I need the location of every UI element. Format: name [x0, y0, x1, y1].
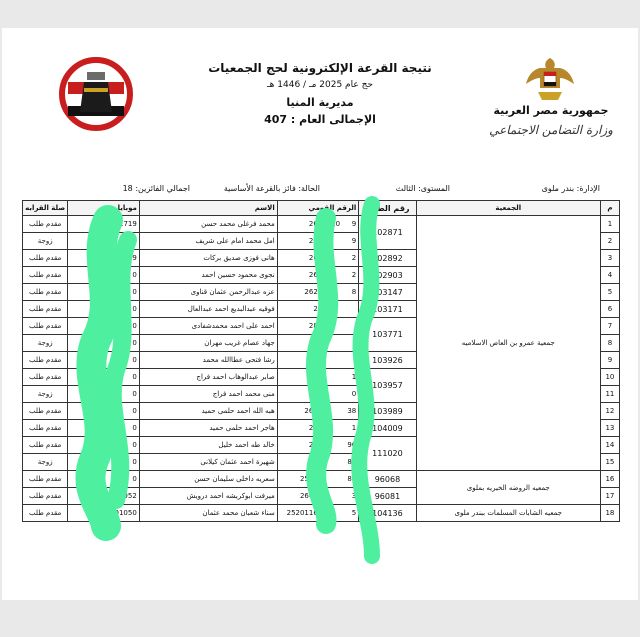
relation-cell: مقدم طلب	[23, 420, 68, 437]
row-number: 18	[600, 505, 619, 522]
national-id-fragment: 291	[308, 339, 323, 347]
national-id-fragment: 2520116	[286, 509, 318, 517]
table-header-row	[23, 201, 620, 216]
national-id-cell	[277, 335, 359, 352]
national-id-fragment: 262	[304, 288, 318, 296]
association-cell: جمعيه الشابات المسلمات ببندر ملوى	[416, 505, 600, 522]
national-id-cell	[277, 420, 359, 437]
name-cell: هانى فوزى صديق بركات	[139, 250, 277, 267]
relation-cell: مقدم طلب	[23, 301, 68, 318]
national-id-fragment: 283	[308, 322, 323, 330]
national-id-cell	[277, 505, 359, 522]
national-id-cell	[277, 267, 359, 284]
row-number: 17	[600, 488, 619, 505]
phone-fragment: 0	[132, 475, 137, 483]
national-id-fragment: 04010	[317, 220, 341, 228]
row-number: 4	[600, 267, 619, 284]
relation-cell: زوجة	[23, 386, 68, 403]
name-cell: ميرفت ابوكريشه احمد درويش	[139, 488, 277, 505]
national-id-fragment: 47	[313, 441, 323, 449]
phone-cell	[68, 301, 139, 318]
name-cell: امل محمد امام على شريف	[139, 233, 277, 250]
name-cell: فوقيه عبدالبديع احمد عبدالعال	[139, 301, 277, 318]
document-title: نتيجة القرعة الإلكترونية لحج الجمعيات	[208, 61, 432, 75]
name-cell: هاجر احمد حلمى حميد	[139, 420, 277, 437]
row-number: 5	[600, 284, 619, 301]
col-header-n: م	[600, 201, 619, 216]
phone-fragment: 0	[132, 356, 137, 364]
national-id-fragment: 3	[351, 492, 357, 500]
phone-fragment: 01	[114, 220, 124, 228]
request-number-cell: 103771	[359, 318, 416, 352]
phone-fragment: 0	[118, 237, 124, 245]
winners-total-label: اجمالي الفائزين: 18	[122, 184, 190, 193]
phone-cell	[68, 335, 139, 352]
phone-fragment: 0	[132, 390, 137, 398]
national-id-fragment: 0	[351, 390, 357, 398]
name-cell: شهيرة احمد عثمان كيلانى	[139, 454, 277, 471]
row-number: 11	[600, 386, 619, 403]
phone-cell	[68, 505, 139, 522]
national-id-cell	[277, 284, 359, 301]
row-number: 14	[600, 437, 619, 454]
row-number: 12	[600, 403, 619, 420]
national-id-fragment: 1	[351, 424, 357, 432]
phone-fragment: 012	[123, 237, 137, 245]
row-number: 13	[600, 420, 619, 437]
request-number-cell: 104009	[359, 420, 416, 437]
relation-cell: زوجة	[23, 233, 68, 250]
name-cell: نجوى محمود حسين احمد	[139, 267, 277, 284]
season-label: حج عام 2025 مـ / 1446 هـ	[267, 80, 373, 90]
row-number: 2	[600, 233, 619, 250]
national-id-cell	[277, 471, 359, 488]
phone-cell	[68, 437, 139, 454]
national-id-fragment: 26	[313, 305, 323, 313]
national-id-fragment: 256	[299, 475, 314, 483]
phone-fragment: 0	[132, 424, 137, 432]
phone-cell	[68, 318, 139, 335]
national-id-fragment: 2	[308, 441, 314, 449]
name-cell: عزه عبدالرحمن عثمان قناوى	[139, 284, 277, 301]
eagle-emblem-icon	[522, 54, 578, 104]
phone-fragment: 0	[132, 339, 137, 347]
request-number-cell: 103989	[359, 403, 416, 420]
relation-cell: مقدم طلب	[23, 403, 68, 420]
name-cell: سناء شعبان محمد عثمان	[139, 505, 277, 522]
association-cell: جمعية عمرو بن العاص الاسلاميه	[416, 216, 600, 471]
phone-fragment: 010	[114, 509, 128, 517]
col-header-phone: موبايل	[68, 201, 139, 216]
phone-cell	[68, 369, 139, 386]
national-id-fragment: 88	[347, 475, 357, 483]
relation-cell: مقدم طلب	[23, 250, 68, 267]
phone-cell	[68, 471, 139, 488]
phone-cell	[68, 352, 139, 369]
phone-fragment: 9	[132, 254, 137, 262]
national-id-cell	[277, 352, 359, 369]
national-id-fragment: 96	[347, 441, 357, 449]
hajj-logo	[58, 54, 134, 146]
national-id-cell	[277, 454, 359, 471]
relation-cell: مقدم طلب	[23, 284, 68, 301]
national-id-fragment: 5	[351, 509, 357, 517]
col-header-relation: صلة القرابه	[23, 201, 68, 216]
relation-cell: مقدم طلب	[23, 505, 68, 522]
request-number-cell: 103147	[359, 284, 416, 301]
name-cell: رشا فتحى عطاالله محمد	[139, 352, 277, 369]
name-cell: منى محمد احمد فراج	[139, 386, 277, 403]
request-number-cell: 102892	[359, 250, 416, 267]
col-header-name: الاسم	[139, 201, 277, 216]
national-id-cell	[277, 403, 359, 420]
level-label: المستوى: الثالث	[395, 184, 450, 193]
name-cell: محمد فرغلى محمد حسن	[139, 216, 277, 233]
national-id-fragment: 2	[308, 458, 314, 466]
relation-cell: مقدم طلب	[23, 488, 68, 505]
table-row	[23, 471, 620, 488]
grand-total-label: الإجمالى العام : 407	[264, 113, 376, 126]
national-id-fragment: 9	[351, 220, 357, 228]
national-id-cell	[277, 369, 359, 386]
national-id-fragment: 28	[308, 424, 318, 432]
relation-cell: زوجة	[23, 454, 68, 471]
request-number-cell: 103957	[359, 369, 416, 403]
phone-cell	[68, 216, 139, 233]
national-id-fragment: 2	[351, 254, 357, 262]
directorate-label: مديرية المنيا	[286, 96, 354, 109]
phone-cell	[68, 250, 139, 267]
col-header-request: رقم الطلب	[359, 201, 416, 216]
phone-fragment: 0	[132, 288, 137, 296]
request-number-cell: 96068	[359, 471, 416, 488]
national-id-fragment: 2640	[299, 492, 318, 500]
national-id-fragment: 26	[308, 237, 318, 245]
phone-fragment: 0	[132, 271, 137, 279]
phone-cell	[68, 267, 139, 284]
phone-fragment: 0	[132, 322, 137, 330]
national-id-fragment: 1	[351, 373, 357, 381]
national-id-fragment: 26	[313, 356, 323, 364]
relation-cell: مقدم طلب	[23, 216, 68, 233]
report-meta	[20, 180, 620, 200]
row-number: 6	[600, 301, 619, 318]
table-row	[23, 216, 620, 233]
national-id-fragment: 88	[347, 458, 357, 466]
col-header-national-id: الرقم القومي	[277, 201, 359, 216]
row-number: 9	[600, 352, 619, 369]
ministry-name: وزارة التضامن الاجتماعي	[489, 123, 613, 137]
row-number: 8	[600, 335, 619, 352]
country-name: جمهورية مصر العربية	[493, 104, 609, 117]
document-header	[200, 60, 440, 128]
name-cell: سعريه داخلى سليمان حسن	[139, 471, 277, 488]
name-cell: هبه الله احمد حلمى حميد	[139, 403, 277, 420]
phone-fragment: 50	[127, 509, 137, 517]
request-number-cell: 102903	[359, 267, 416, 284]
phone-cell	[68, 403, 139, 420]
phone-fragment: 0	[127, 254, 133, 262]
relation-cell: مقدم طلب	[23, 267, 68, 284]
row-number: 7	[600, 318, 619, 335]
national-id-cell	[277, 318, 359, 335]
request-number-cell: 103171	[359, 301, 416, 318]
phone-fragment: 0	[132, 373, 137, 381]
phone-cell	[68, 233, 139, 250]
name-cell: احمد على احمد محمدشفادى	[139, 318, 277, 335]
relation-cell: مقدم طلب	[23, 352, 68, 369]
association-cell: جمعيه الروضه الخيريه بملوى	[416, 471, 600, 505]
table-row	[23, 505, 620, 522]
admin-label: الإدارة: بندر ملوى	[541, 184, 600, 193]
phone-fragment: 0	[132, 441, 137, 449]
phone-cell	[68, 420, 139, 437]
national-id-fragment: 8	[351, 288, 357, 296]
request-number-cell: 104136	[359, 505, 416, 522]
request-number-cell: 102871	[359, 216, 416, 250]
national-id-fragment: 2	[351, 271, 357, 279]
status-label: الحالة: فائز بالقرعة الأساسية	[223, 184, 320, 193]
phone-cell	[68, 488, 139, 505]
phone-fragment: 0	[132, 305, 137, 313]
name-cell: خالد طه احمد خليل	[139, 437, 277, 454]
national-id-fragment: 26	[308, 390, 318, 398]
national-id-fragment: 38	[347, 407, 357, 415]
row-number: 15	[600, 454, 619, 471]
phone-fragment: 0	[132, 407, 137, 415]
phone-cell	[68, 284, 139, 301]
relation-cell: زوجة	[23, 335, 68, 352]
phone-cell	[68, 454, 139, 471]
request-number-cell: 103926	[359, 352, 416, 369]
national-id-fragment: 26	[304, 407, 314, 415]
relation-cell: مقدم طلب	[23, 318, 68, 335]
national-id-cell	[277, 216, 359, 233]
national-id-fragment: 26	[308, 254, 318, 262]
relation-cell: مقدم طلب	[23, 437, 68, 454]
relation-cell: مقدم طلب	[23, 369, 68, 386]
phone-fragment: 719	[123, 220, 137, 228]
name-cell: جهاد عصام غريب مهران	[139, 335, 277, 352]
phone-fragment: 52	[127, 492, 137, 500]
request-number-cell: 111020	[359, 437, 416, 471]
national-id-fragment: 26	[308, 220, 318, 228]
winners-table	[22, 200, 620, 522]
phone-fragment: 0	[132, 458, 137, 466]
national-id-cell	[277, 301, 359, 318]
row-number: 1	[600, 216, 619, 233]
national-id-fragment: 28	[308, 373, 318, 381]
phone-cell	[68, 386, 139, 403]
national-id-fragment: 9	[351, 237, 357, 245]
national-id-cell	[277, 437, 359, 454]
row-number: 10	[600, 369, 619, 386]
row-number: 3	[600, 250, 619, 267]
national-id-cell	[277, 250, 359, 267]
request-number-cell: 96081	[359, 488, 416, 505]
col-header-association: الجمعية	[416, 201, 600, 216]
row-number: 16	[600, 471, 619, 488]
relation-cell: مقدم طلب	[23, 471, 68, 488]
name-cell: صابر عبدالوهاب احمد فراج	[139, 369, 277, 386]
national-id-cell	[277, 488, 359, 505]
national-id-fragment: 26	[308, 271, 318, 279]
national-id-cell	[277, 386, 359, 403]
national-id-cell	[277, 233, 359, 250]
phone-fragment: 0	[123, 492, 128, 500]
